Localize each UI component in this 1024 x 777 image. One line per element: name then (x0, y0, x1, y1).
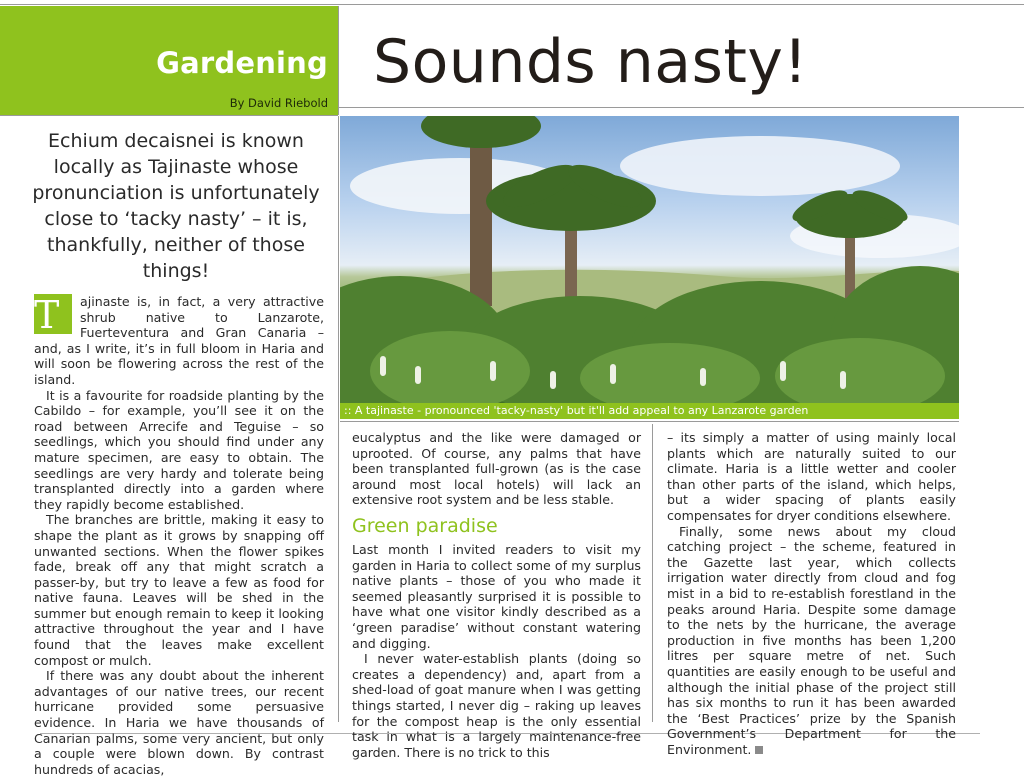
col2-paragraph-3: I never water-establish plants (doing so creates a dependency) and, apart from a shed-load of goat manure when I was getting things started, I never dig – raking up leaves for the compost heap is the only essential task in what is a largely maintenance-free garden. There is no trick to this (352, 651, 641, 760)
col3-paragraph-2-text: Finally, some news about my cloud catching project – the scheme, featured in the Gazette last year, which collects irrigation water directly from cloud and fog mist in a bid to re-establish forestland in the peaks around Haria. Despite some damage to the nets by the hurricane, the average production in five months has been 1,200 litres per square metre of net. Such quantities are easily enough to be useful and although the initial phase of the project still has six months to run it has been awarded the ‘Best Practices’ prize by the Spanish Government’s Department for the Environment. (667, 523, 956, 757)
col3-paragraph-2 (667, 524, 956, 758)
article-column-1 (34, 294, 324, 777)
end-mark-icon (755, 746, 763, 754)
column-divider-right (652, 424, 653, 722)
col2-paragraph-2: Last month I invited readers to visit my garden in Haria to collect some of my surplus native plants – those of you who made it seemed pleasantly surprised it is possible to have what one visitor kindly described as a ‘green paradise’ without constant watering and digging. (352, 541, 641, 651)
garden-photo-illustration (340, 116, 959, 403)
paragraph-3: The branches are brittle, making it easy to shape the plant as it grows by snapping off unwanted sections. When the flower spikes fade, break off any that might scratch a passer-by, but try to leave a few as food for native fauna. Leaves will be shed in the summer but enough remain to keep it looking attractive throughout the year and I have found that the leaves make excellent compost or mulch. (34, 512, 324, 668)
col3-paragraph-1: – its simply a matter of using mainly local plants which are naturally suited to our climate. Haria is a little wetter and cooler than other parts of the island, which helps, but a wider spacing of plants easily compensates for dryer conditions elsewhere. (667, 430, 956, 523)
header-divider (338, 6, 339, 115)
caption-rule (340, 421, 959, 422)
header-rule (338, 107, 1024, 108)
column-divider-left (338, 116, 339, 722)
tajinaste-garden-photo (340, 116, 959, 403)
paragraph-1 (34, 294, 324, 388)
section-bottom-rule (0, 115, 338, 116)
subheading: Green paradise (352, 514, 498, 537)
headline: Sounds nasty! (373, 27, 808, 97)
col2-paragraph-1: eucalyptus and the like were damaged or uprooted. Of course, any palms that have been transplanted full-grown (as is the case around most local hotels) will lack an extensive root system and be less stable. (352, 430, 641, 508)
article-column-2 (352, 430, 641, 760)
article-column-3 (667, 430, 956, 757)
drop-cap: T (34, 294, 72, 334)
top-rule (0, 4, 1024, 5)
paragraph-4: If there was any doubt about the inherent advantages of our native trees, our recent hurricane provided some persuasive evidence. In Haria we have thousands of Canarian palms, some very ancient, but only a couple were blown down. By contrast hundreds of acacias, (34, 668, 324, 777)
intro-standfirst: Echium decaisnei is known locally as Tajinaste whose pronunciation is unfortunately close to ‘tacky nasty’ – it is, thankfully, neither of those things! (32, 130, 320, 282)
paragraph-1-text: ajinaste is, in fact, a very attractive shrub native to Lanzarote, Fuerteventura and Gran Canaria – and, as I write, it’s in full bloom in Haria and will soon be flowering across the rest of the island. (34, 294, 324, 387)
paragraph-2: It is a favourite for roadside planting by the Cabildo – for example, you’ll see it on the road between Arrecife and Teguise – so seedlings, which you should find under any mature specimen, are easy to obtain. The seedlings are very hardy and tolerate being transplanted directly into a garden where they rapidly become established. (34, 387, 324, 512)
section-banner (0, 6, 338, 115)
photo-caption: :: A tajinaste - pronounced 'tacky-nasty' but it'll add appeal to any Lanzarote garden (340, 403, 959, 419)
section-title: Gardening (156, 46, 328, 80)
byline: By David Riebold (229, 96, 328, 110)
